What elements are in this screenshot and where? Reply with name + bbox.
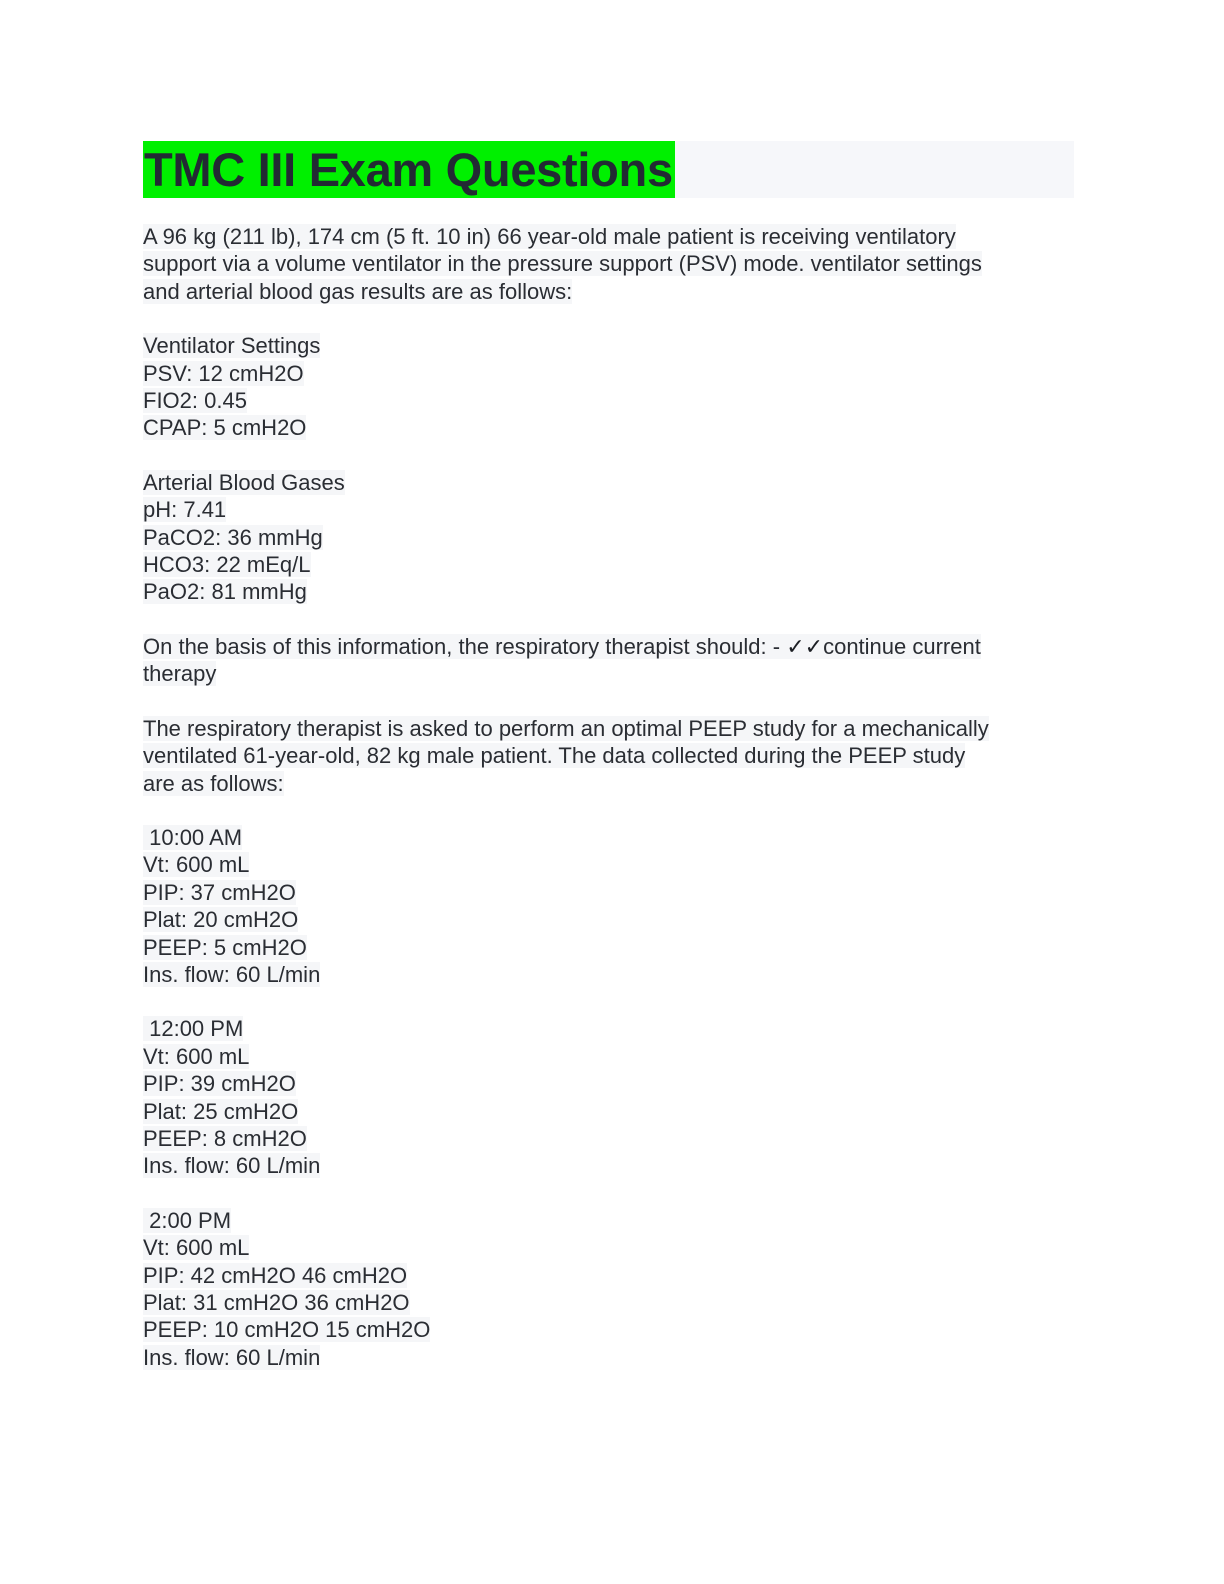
reading-peep: PEEP: 10 cmH2O 15 cmH2O: [143, 1317, 431, 1343]
reading-vt: Vt: 600 mL: [143, 1235, 250, 1261]
reading-time: 2:00 PM: [143, 1207, 232, 1233]
check-marks: ✓✓: [786, 633, 824, 659]
q1-question: [143, 633, 1074, 688]
arterial-blood-gases: [143, 469, 1074, 606]
q1-answer-cont: therapy: [143, 661, 217, 687]
reading-pip: PIP: 37 cmH2O: [143, 879, 296, 905]
reading-time: 12:00 PM: [143, 1016, 244, 1042]
vent-settings-heading: Ventilator Settings: [143, 333, 321, 359]
reading-pip: PIP: 39 cmH2O: [143, 1071, 296, 1097]
q1-stem: [143, 223, 1074, 305]
document-page: [143, 141, 1074, 1398]
abg-hco3: HCO3: 22 mEq/L: [143, 552, 311, 578]
abg-paco2: PaCO2: 36 mmHg: [143, 524, 323, 550]
abg-pao2: PaO2: 81 mmHg: [143, 579, 307, 605]
q2-stem-line: ventilated 61-year-old, 82 kg male patient. The data collected during the PEEP study: [143, 743, 966, 769]
q2-stem: [143, 715, 1074, 797]
q1-stem-line: support via a volume ventilator in the pressure support (PSV) mode. ventilator settings: [143, 251, 982, 277]
document-title: TMC III Exam Questions: [144, 143, 673, 196]
reading-plat: Plat: 25 cmH2O: [143, 1098, 299, 1124]
q1-answer-line2: [143, 660, 1074, 687]
reading-time: 10:00 AM: [143, 824, 243, 850]
q2-stem-line: The respiratory therapist is asked to perform an optimal PEEP study for a mechanically: [143, 715, 989, 741]
q1-stem-line: A 96 kg (211 lb), 174 cm (5 ft. 10 in) 66 year-old male patient is receiving ventilatory: [143, 224, 956, 249]
title-band: [143, 141, 1074, 198]
reading-ins-flow: Ins. flow: 60 L/min: [143, 1344, 321, 1370]
reading-peep: PEEP: 8 cmH2O: [143, 1125, 307, 1151]
reading-ins-flow: Ins. flow: 60 L/min: [143, 1153, 321, 1179]
peep-reading-1200pm: [143, 1015, 1074, 1179]
reading-pip: PIP: 42 cmH2O 46 cmH2O: [143, 1262, 408, 1288]
reading-plat: Plat: 20 cmH2O: [143, 907, 299, 933]
q1-answer: continue current: [823, 633, 981, 659]
reading-vt: Vt: 600 mL: [143, 852, 250, 878]
abg-ph: pH: 7.41: [143, 497, 227, 523]
vent-setting-cpap: CPAP: 5 cmH2O: [143, 415, 307, 441]
q2-stem-line: are as follows:: [143, 770, 284, 796]
reading-peep: PEEP: 5 cmH2O: [143, 934, 307, 960]
q1-question-line: On the basis of this information, the respiratory therapist should: - ✓✓continue current: [143, 633, 981, 659]
reading-ins-flow: Ins. flow: 60 L/min: [143, 961, 321, 987]
reading-vt: Vt: 600 mL: [143, 1043, 250, 1069]
peep-reading-1000am: [143, 824, 1074, 988]
ventilator-settings: [143, 332, 1074, 442]
vent-setting-fio2: FIO2: 0.45: [143, 388, 247, 414]
peep-reading-200pm: [143, 1207, 1074, 1371]
vent-setting-psv: PSV: 12 cmH2O: [143, 360, 304, 386]
q1-stem-line: and arterial blood gas results are as follows:: [143, 278, 573, 304]
reading-plat: Plat: 31 cmH2O 36 cmH2O: [143, 1290, 410, 1315]
abg-heading: Arterial Blood Gases: [143, 469, 345, 495]
